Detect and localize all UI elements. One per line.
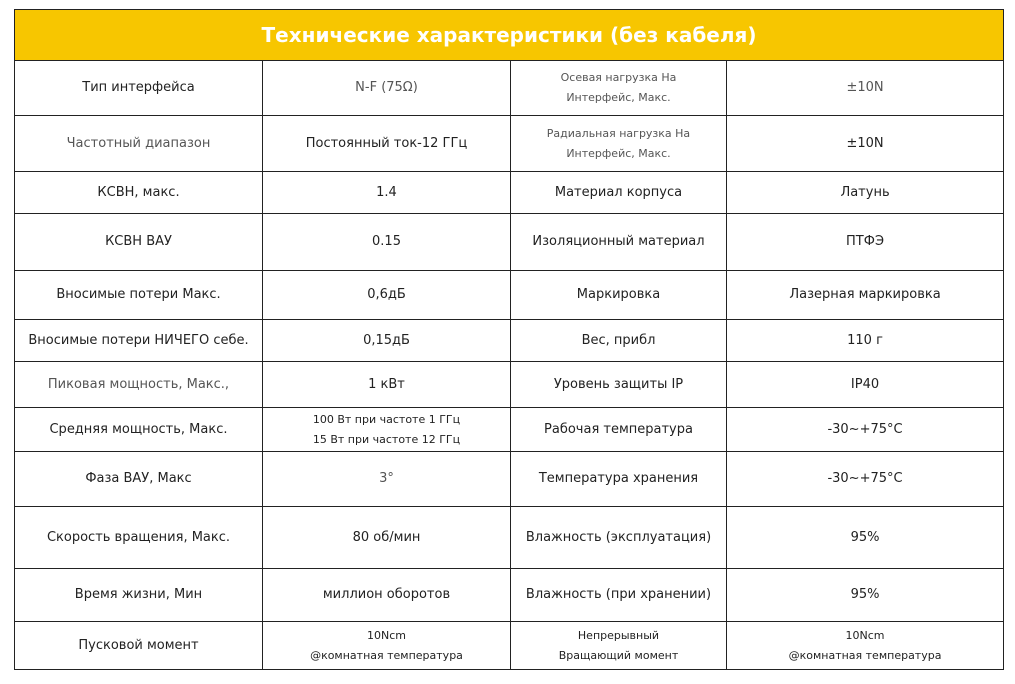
param-name: Частотный диапазон <box>15 116 263 172</box>
param-name-2: Маркировка <box>511 271 727 320</box>
param-name: Средняя мощность, Макс. <box>15 408 263 452</box>
table-row <box>15 507 1004 569</box>
spec-table-container <box>14 9 1003 670</box>
param-name-2: Влажность (эксплуатация) <box>511 507 727 569</box>
param-name-2: Температура хранения <box>511 452 727 507</box>
param-value: 0,15дБ <box>263 320 511 362</box>
param-name-2: Рабочая температура <box>511 408 727 452</box>
table-row <box>15 172 1004 214</box>
param-value: 80 об/мин <box>263 507 511 569</box>
param-value-2: Латунь <box>727 172 1004 214</box>
param-name-2: Вес, прибл <box>511 320 727 362</box>
param-value-2: -30~+75°C <box>727 408 1004 452</box>
param-value: 3° <box>263 452 511 507</box>
param-name: КСВН ВАУ <box>15 214 263 271</box>
param-value: 0,6дБ <box>263 271 511 320</box>
param-name: Вносимые потери Макс. <box>15 271 263 320</box>
param-value-2: -30~+75°C <box>727 452 1004 507</box>
param-value-2: ПТФЭ <box>727 214 1004 271</box>
param-value-2 <box>727 622 1004 670</box>
param-value: 0.15 <box>263 214 511 271</box>
table-row <box>15 569 1004 622</box>
param-value-2: 95% <box>727 507 1004 569</box>
param-name: Вносимые потери НИЧЕГО себе. <box>15 320 263 362</box>
param-name-2 <box>511 622 727 670</box>
table-row <box>15 362 1004 408</box>
param-value-line: 15 Вт при частоте 12 ГГц <box>312 432 461 446</box>
param-value-2: ±10N <box>727 61 1004 116</box>
table-title: Технические характеристики (без кабеля) <box>15 10 1004 61</box>
param-name: Время жизни, Мин <box>15 569 263 622</box>
param-value: Постоянный ток-12 ГГц <box>263 116 511 172</box>
param-name: КСВН, макс. <box>15 172 263 214</box>
param-name-2-line: Радиальная нагрузка На <box>546 126 691 140</box>
table-row <box>15 320 1004 362</box>
param-name: Тип интерфейса <box>15 61 263 116</box>
param-name: Пиковая мощность, Макс., <box>15 362 263 408</box>
param-value: 1.4 <box>263 172 511 214</box>
param-name-2 <box>511 116 727 172</box>
param-name-2: Изоляционный материал <box>511 214 727 271</box>
param-name-2-line: Интерфейс, Макс. <box>566 91 671 104</box>
param-name-2 <box>511 61 727 116</box>
spec-table <box>14 9 1004 670</box>
param-value-2: IP40 <box>727 362 1004 408</box>
param-name: Пусковой момент <box>15 622 263 670</box>
param-value: 1 кВт <box>263 362 511 408</box>
table-row <box>15 271 1004 320</box>
table-row <box>15 622 1004 670</box>
param-value-line: 100 Вт при частоте 1 ГГц <box>312 412 461 426</box>
param-value-2: Лазерная маркировка <box>727 271 1004 320</box>
table-row <box>15 452 1004 507</box>
param-name-2-line: Осевая нагрузка На <box>560 71 677 84</box>
table-row <box>15 116 1004 172</box>
param-value: N-F (75Ω) <box>263 61 511 116</box>
param-value-line: @комнатная температура <box>310 648 463 662</box>
param-name: Скорость вращения, Макс. <box>15 507 263 569</box>
param-value <box>263 408 511 452</box>
param-value <box>263 622 511 670</box>
param-value-line: 10Ncm <box>367 628 406 642</box>
table-row <box>15 61 1004 116</box>
param-value-2: 110 г <box>727 320 1004 362</box>
param-value-2-line: @комнатная температура <box>788 648 942 662</box>
table-row <box>15 214 1004 271</box>
param-name-2: Уровень защиты IP <box>511 362 727 408</box>
param-value: миллион оборотов <box>263 569 511 622</box>
param-name: Фаза ВАУ, Макс <box>15 452 263 507</box>
param-value-2-line: 10Ncm <box>845 628 885 642</box>
param-name-2: Влажность (при хранении) <box>511 569 727 622</box>
param-name-2-line: Интерфейс, Макс. <box>566 146 671 160</box>
param-value-2: 95% <box>727 569 1004 622</box>
table-row <box>15 408 1004 452</box>
param-name-2: Материал корпуса <box>511 172 727 214</box>
table-header-row <box>15 10 1004 61</box>
param-value-2: ±10N <box>727 116 1004 172</box>
param-name-2-line: Вращающий момент <box>558 648 679 662</box>
param-name-2-line: Непрерывный <box>577 628 660 642</box>
